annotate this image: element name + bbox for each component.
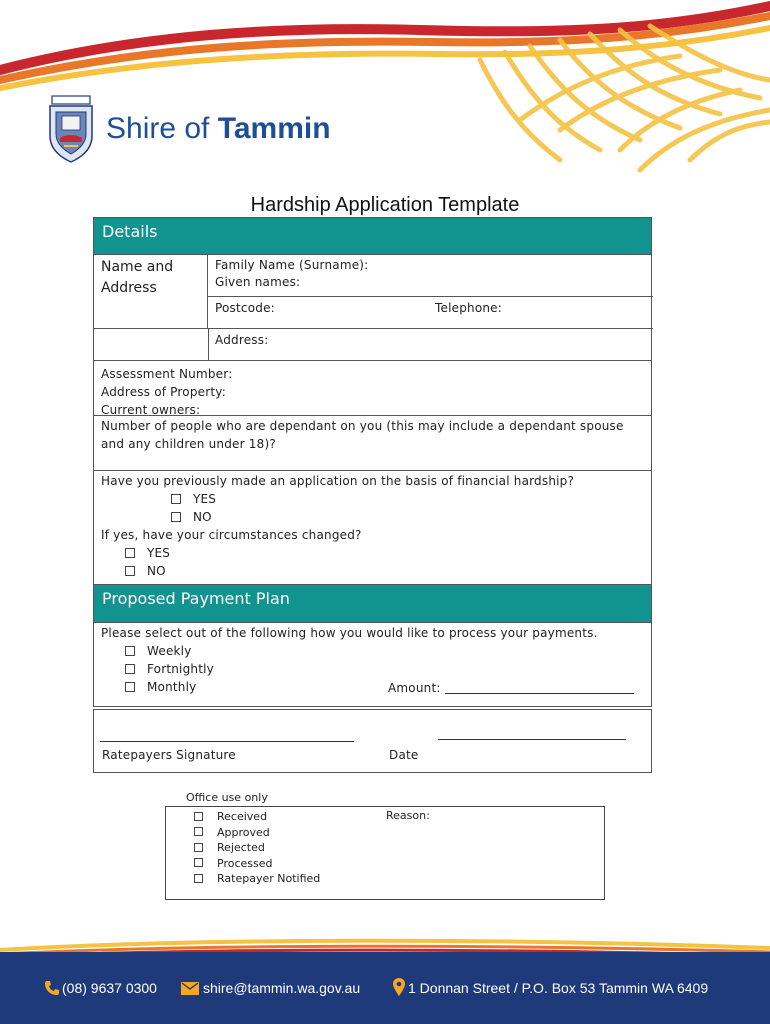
address-label: Address: <box>215 333 269 347</box>
telephone-label: Telephone: <box>435 301 502 315</box>
checkbox-icon[interactable] <box>125 566 135 576</box>
dependants-question-line1: Number of people who are dependant on you (this may include a dependant spouse <box>101 419 624 433</box>
office-use-title: Office use only <box>186 791 268 804</box>
given-names-label: Given names: <box>215 275 301 289</box>
checkbox-icon[interactable] <box>125 646 135 656</box>
reason-label: Reason: <box>386 809 430 822</box>
circumstances-question: If yes, have your circumstances changed? <box>101 528 362 542</box>
ratepayer-signature-label: Ratepayers Signature <box>102 748 236 762</box>
shire-crest-icon <box>46 94 96 164</box>
payment-option-fortnightly-label: Fortnightly <box>147 662 214 676</box>
footer <box>0 952 770 1024</box>
circumstances-option-no[interactable] <box>101 562 644 580</box>
office-option-processed[interactable] <box>194 856 320 872</box>
checkbox-icon[interactable] <box>171 494 181 504</box>
payment-option-fortnightly[interactable] <box>101 660 644 678</box>
org-name-prefix: Shire of <box>106 112 218 145</box>
checkbox-icon[interactable] <box>194 843 203 852</box>
postcode-label: Postcode: <box>215 301 275 315</box>
office-use-options <box>194 809 320 887</box>
checkbox-icon[interactable] <box>125 664 135 674</box>
circumstances-option-no-label: NO <box>147 564 166 578</box>
details-section-header <box>93 217 652 255</box>
assessment-block <box>93 361 652 416</box>
payment-option-monthly-label: Monthly <box>147 680 197 694</box>
amount-label: Amount: <box>388 681 441 695</box>
date-label: Date <box>389 748 419 762</box>
date-line[interactable] <box>438 739 626 740</box>
office-option-approved-label: Approved <box>217 825 270 839</box>
checkbox-icon[interactable] <box>194 858 203 867</box>
circumstances-option-yes-label: YES <box>147 546 171 560</box>
phone-icon <box>44 980 60 996</box>
header-wave-art <box>0 0 770 190</box>
office-option-ratepayer-notified-label: Ratepayer Notified <box>217 872 321 885</box>
checkbox-icon[interactable] <box>171 512 181 522</box>
payment-option-weekly[interactable] <box>101 642 644 660</box>
checkbox-icon[interactable] <box>194 812 203 821</box>
previous-option-yes-label: YES <box>193 492 217 506</box>
payment-plan-block <box>93 623 652 707</box>
signature-block <box>93 709 652 773</box>
name-address-label: Name and Address <box>101 259 174 296</box>
details-section-title: Details <box>102 222 158 241</box>
footer-email[interactable]: shire@tammin.wa.gov.au <box>203 980 361 996</box>
payment-plan-section-header <box>93 585 652 623</box>
circumstances-option-yes[interactable] <box>101 544 644 562</box>
checkbox-icon[interactable] <box>194 827 203 836</box>
office-option-processed-label: Processed <box>217 856 273 870</box>
org-name-bold: Tammin <box>217 112 331 145</box>
dependants-question-line2: and any children under 18)? <box>101 437 276 451</box>
footer-address: 1 Donnan Street / P.O. Box 53 Tammin WA 6409 <box>408 980 709 996</box>
application-form <box>93 217 652 773</box>
mail-icon <box>181 982 199 995</box>
office-option-ratepayer-notified[interactable] <box>194 871 320 887</box>
payment-option-weekly-label: Weekly <box>147 644 192 658</box>
previous-application-block <box>93 471 652 585</box>
property-address-label: Address of Property: <box>101 385 226 399</box>
previous-option-no[interactable] <box>101 508 644 526</box>
previous-option-yes[interactable] <box>101 490 644 508</box>
org-name <box>106 112 331 146</box>
previous-option-no-label: NO <box>193 510 212 524</box>
assessment-number-label: Assessment Number: <box>101 367 233 381</box>
payment-instruction: Please select out of the following how you would like to process your payments. <box>101 626 598 640</box>
office-option-rejected-label: Rejected <box>217 841 265 854</box>
signature-line[interactable] <box>100 741 354 742</box>
footer-phone[interactable]: (08) 9637 0300 <box>62 980 157 996</box>
family-name-label: Family Name (Surname): <box>215 258 369 272</box>
amount-input-line[interactable] <box>445 693 634 694</box>
payment-plan-section-title: Proposed Payment Plan <box>102 589 290 608</box>
office-option-approved[interactable] <box>194 825 320 841</box>
office-use-box <box>165 806 605 900</box>
current-owners-label: Current owners: <box>101 403 201 417</box>
name-address-block <box>93 255 652 361</box>
checkbox-icon[interactable] <box>125 548 135 558</box>
office-option-received-label: Received <box>217 810 268 823</box>
checkbox-icon[interactable] <box>194 874 203 883</box>
document-title: Hardship Application Template <box>250 194 520 216</box>
checkbox-icon[interactable] <box>125 682 135 692</box>
previous-application-question: Have you previously made an application on the basis of financial hardship? <box>101 474 575 488</box>
office-option-rejected[interactable] <box>194 840 320 856</box>
dependants-block <box>93 416 652 471</box>
office-option-received[interactable] <box>194 809 320 825</box>
location-pin-icon <box>393 978 405 996</box>
